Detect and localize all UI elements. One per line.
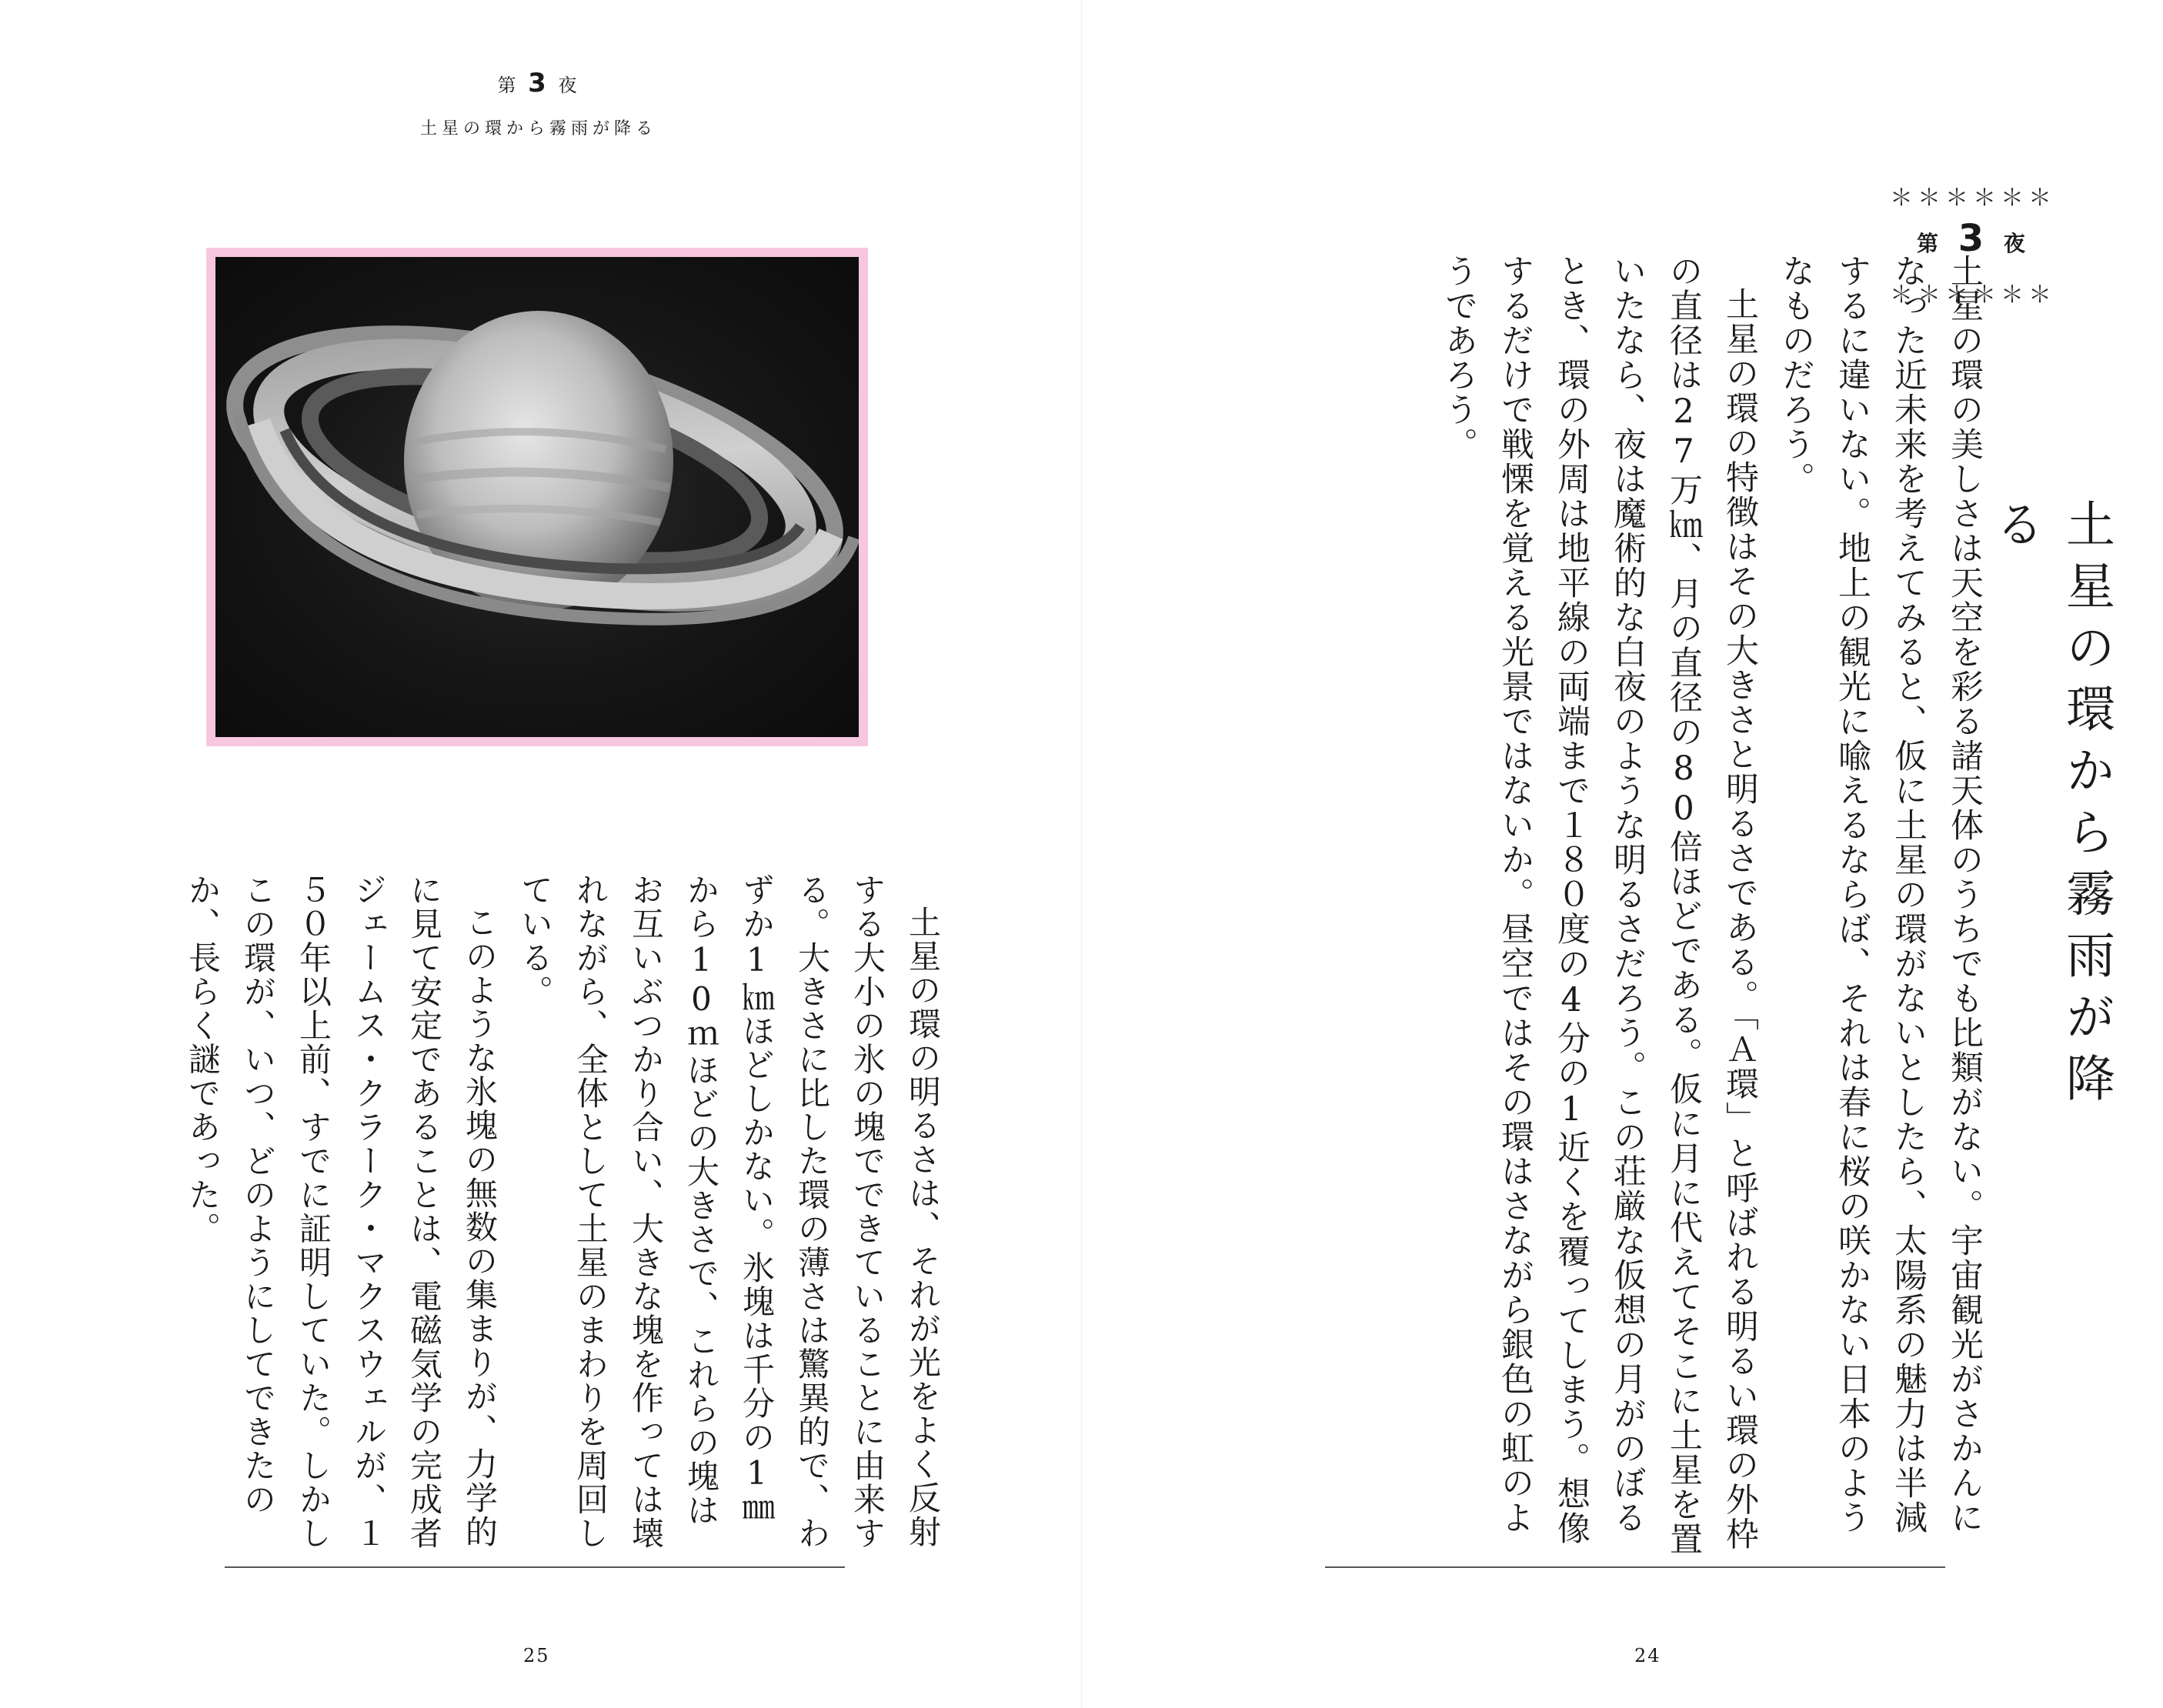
running-head-night: 第 3 夜 xyxy=(497,68,580,98)
left-body-text xyxy=(175,873,950,1550)
running-head-title: 土星の環から霧雨が降る xyxy=(419,119,657,138)
left-paragraph-1: 土星の環の明るさは、それが光をよく反射する大小の氷の塊でできていることに由来する。大きさに比した環の薄さは驚異的で、わずか1㎞ほどしかない。氷塊は千分の1㎜から10ｍほどの大きさで、これらの塊はお互いぶつかり合い、大きな塊を作っては壊れながら、全体として土星のまわりを周回している。 xyxy=(516,873,942,1550)
footer-rule-right xyxy=(1325,1566,1945,1568)
running-head xyxy=(385,68,693,139)
chapter-stars-top: ＊＊＊＊＊＊ xyxy=(1890,185,2056,212)
chapter-title: 土星の環から霧雨が降る xyxy=(1987,499,2115,1114)
right-body-text xyxy=(1430,254,1992,1562)
left-paragraph-2: このような氷塊の無数の集まりが、力学的に見て安定であることは、電磁気学の完成者ジェームス・クラーク・マクスウェルが、１５０年以上前、すでに証明していた。しかしこの環が、いつ、どのようにしてできたのか、長らく謎であった。 xyxy=(184,873,499,1550)
saturn-photo xyxy=(215,257,859,737)
left-page xyxy=(0,0,1081,1708)
page-number-left: 25 xyxy=(523,1645,550,1666)
right-page xyxy=(1082,0,2163,1708)
right-paragraph-2: 土星の環の特徴はその大きさと明るさである。「Ａ環」と呼ばれる明るい環の外枠の直径は27万㎞、月の直径の80倍ほどである。仮に月に代えてそこに土星を置いたなら、夜は魔術的な白夜のような明るさだろう。この荘厳な仮想の月がのぼるとき、環の外周は地平線の両端まで１８０度の4分の1近くを覆ってしまう。想像するだけで戦慄を覚える光景ではないか。昼空ではその環はさながら銀色の虹のようであろう。 xyxy=(1440,254,1759,1556)
footer-rule-left xyxy=(225,1566,845,1568)
chapter-stars-bottom: ＊＊＊＊＊＊ xyxy=(1890,282,2056,309)
page-number-right: 24 xyxy=(1634,1645,1661,1666)
chapter-label: 第 3 夜 xyxy=(1917,217,2031,260)
saturn-image xyxy=(215,257,859,737)
right-paragraph-1: 土星の環の美しさは天空を彩る諸天体のうちでも比類がない。宇宙観光がさかんになった近未来を考えてみると、仮に土星の環がないとしたら、太陽系の魅力は半減するに違いない。地上の観光に喩えるならば、それは春に桜の咲かない日本のようなものだろう。 xyxy=(1777,254,1984,1535)
saturn-photo-frame xyxy=(206,248,868,746)
